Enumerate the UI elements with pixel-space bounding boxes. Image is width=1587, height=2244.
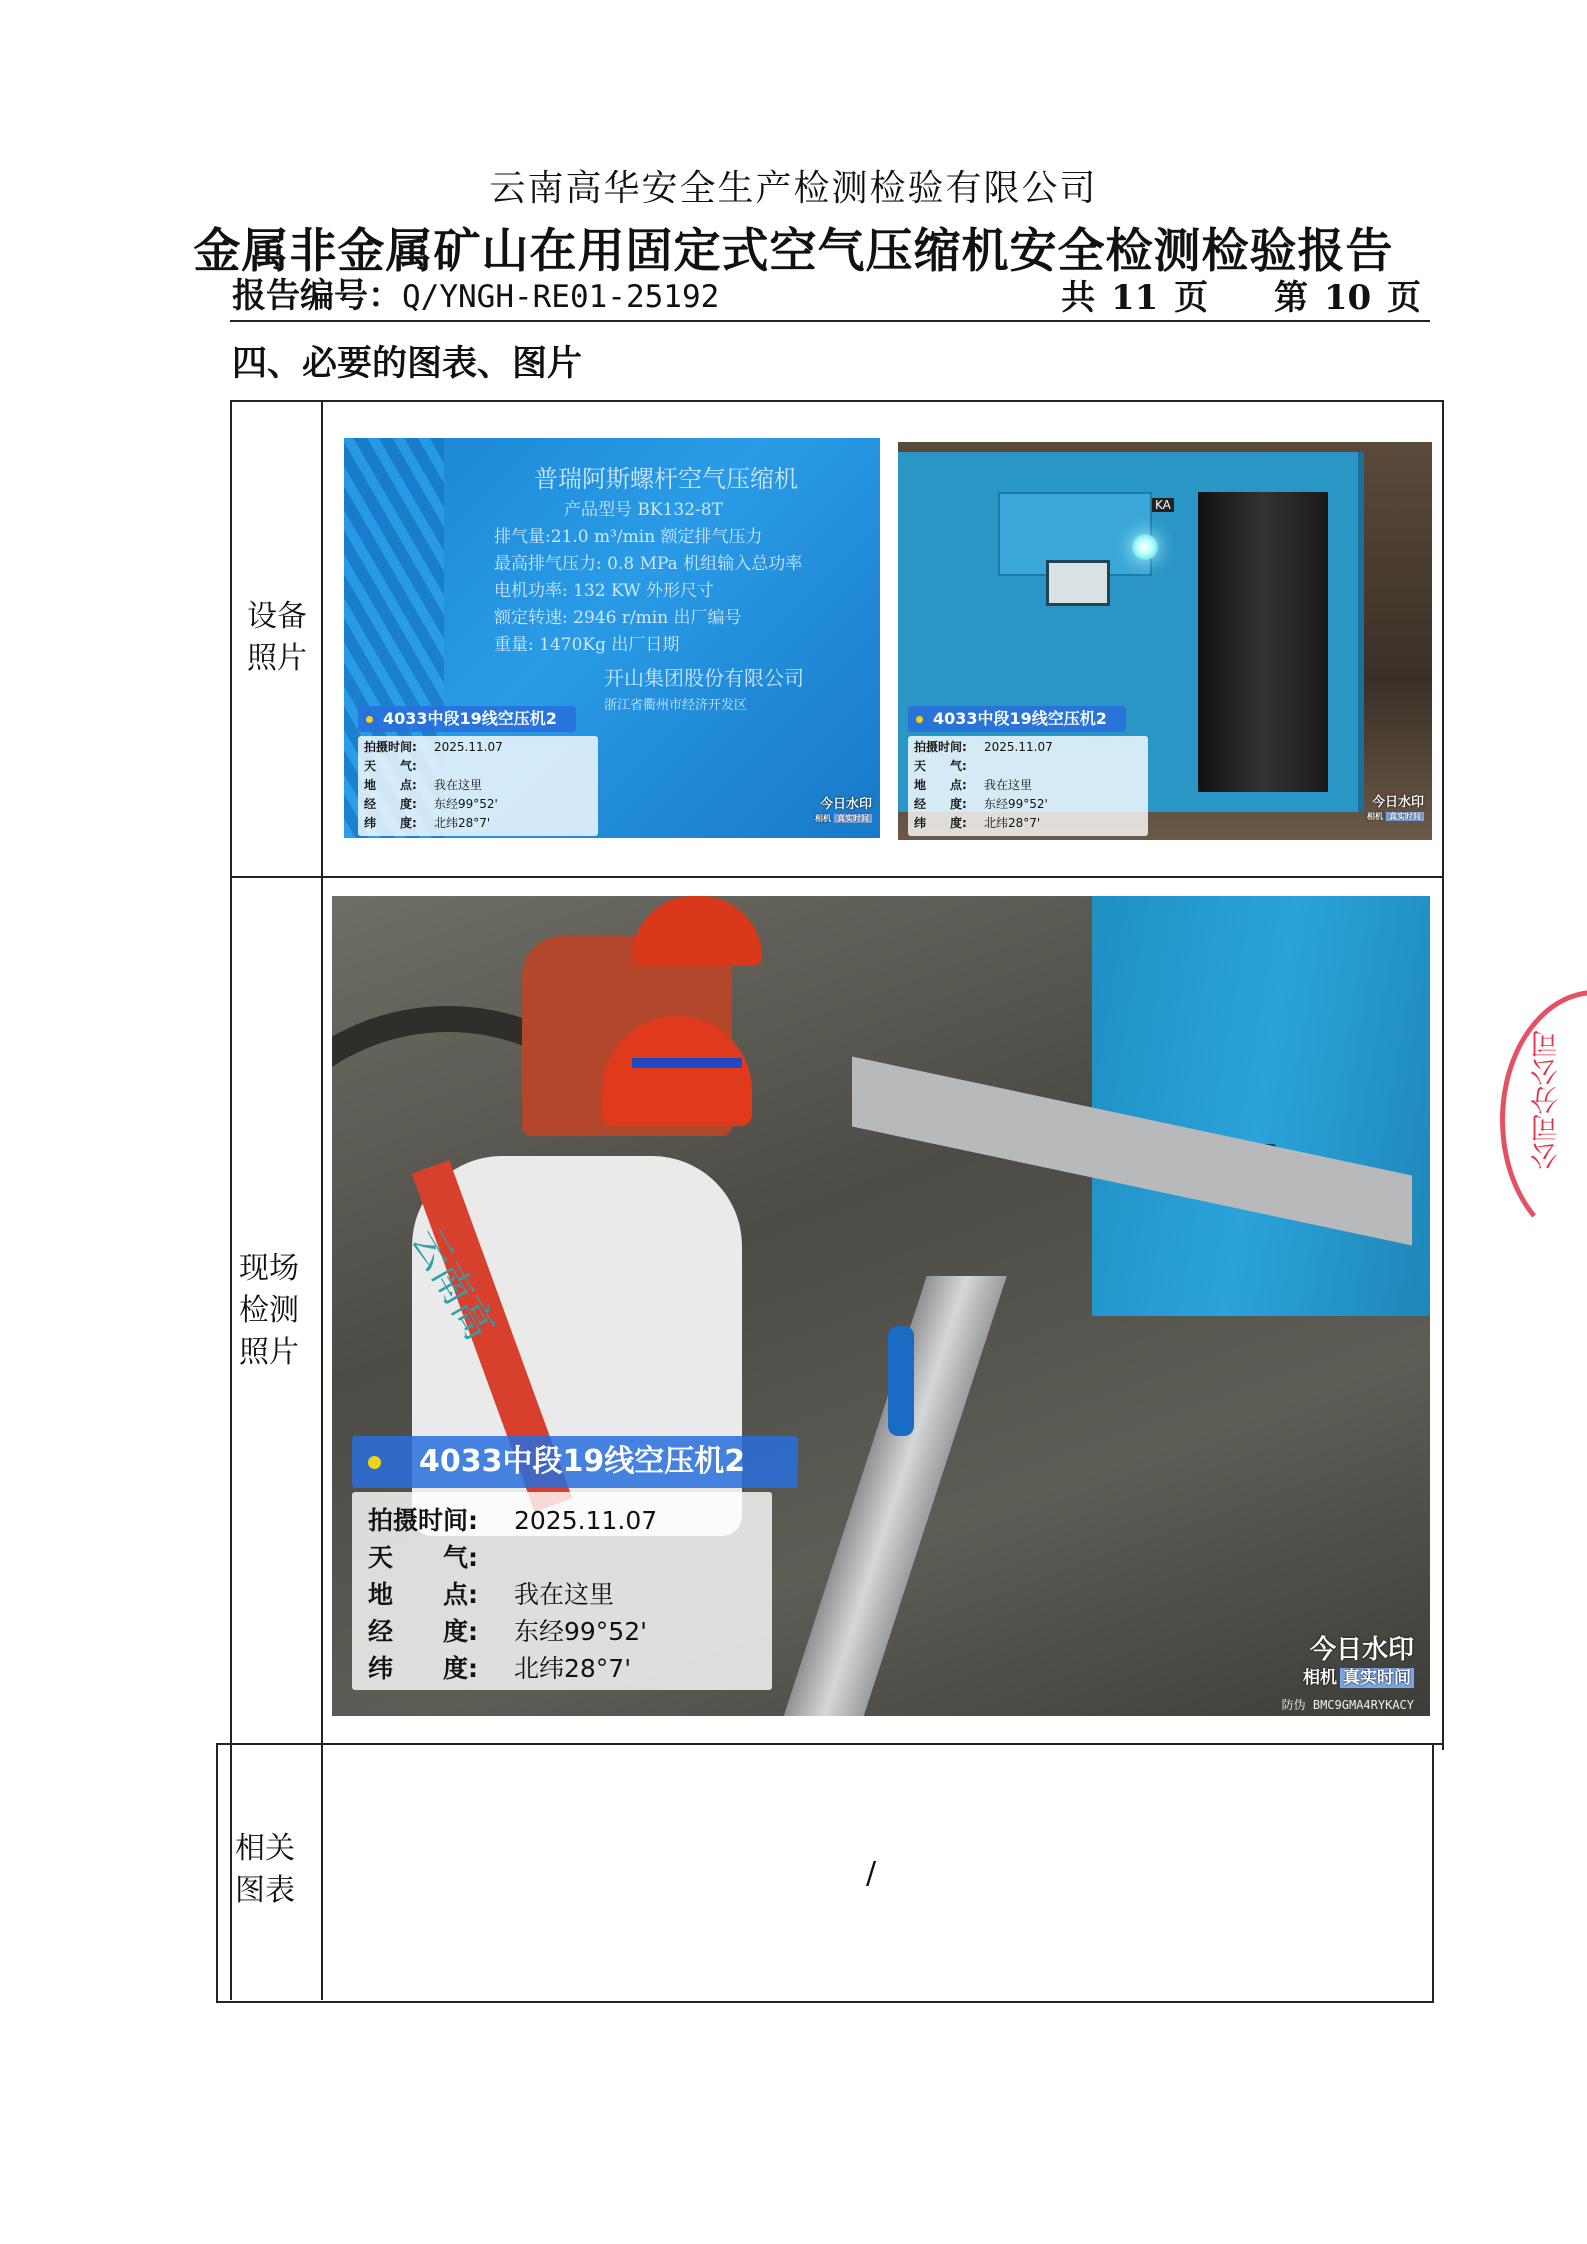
watermark-title bbox=[352, 1436, 798, 1488]
watermark-row bbox=[364, 776, 592, 795]
lat-value: 北纬28°7' bbox=[984, 816, 1041, 830]
equipment-photo-label: 设备 照片 bbox=[247, 599, 307, 676]
lng-value: 东经99°52' bbox=[434, 797, 498, 811]
watermark-row bbox=[914, 814, 1142, 833]
location-dot-icon bbox=[916, 716, 923, 723]
place-label: 地 点: bbox=[364, 778, 417, 792]
watermark-brand bbox=[1303, 1636, 1414, 1692]
watermark-title-text: 4033中段19线空压机2 bbox=[419, 1444, 746, 1479]
indicator-light bbox=[1132, 534, 1158, 560]
seal-text: 公司分公司 bbox=[1529, 1030, 1562, 1170]
clamp-meter-icon bbox=[888, 1326, 914, 1436]
brand-name: 今日水印 bbox=[1371, 795, 1424, 810]
watermark-row bbox=[368, 1650, 756, 1687]
table-rowline bbox=[216, 1743, 218, 2003]
related-chart-label: 相关 图表 bbox=[235, 1831, 295, 1908]
watermark-row bbox=[914, 738, 1142, 757]
total-pages: 共 11 页 bbox=[1061, 278, 1209, 318]
lng-value: 东经99°52' bbox=[514, 1617, 647, 1646]
company-name: 云南高华安全生产检测检验有限公司 bbox=[489, 168, 1098, 209]
site-photo-label: 现场 检测 照片 bbox=[239, 1251, 299, 1370]
watermark-row bbox=[914, 757, 1142, 776]
brand-tag: 真实时间 bbox=[1386, 812, 1424, 821]
anti-fake-value: BMC9GMA4RYKACY bbox=[1312, 1698, 1414, 1712]
watermark-info bbox=[358, 736, 598, 836]
brand-sub: 相机 bbox=[815, 814, 831, 823]
control-display bbox=[1046, 560, 1110, 606]
watermark-row bbox=[368, 1502, 756, 1539]
table-rowline bbox=[218, 1743, 1444, 1745]
watermark-title-text: 4033中段19线空压机2 bbox=[933, 709, 1107, 728]
nameplate-line: 排气量:21.0 m³/min 额定排气压力 bbox=[494, 527, 763, 547]
time-value: 2025.11.07 bbox=[984, 740, 1053, 754]
watermark-row bbox=[914, 776, 1142, 795]
cabinet-badge: KA bbox=[1152, 498, 1174, 512]
header-divider bbox=[230, 320, 1430, 322]
brand-name: 今日水印 bbox=[819, 797, 872, 812]
brand-tag: 真实时间 bbox=[1340, 1668, 1414, 1688]
lat-value: 北纬28°7' bbox=[514, 1654, 632, 1683]
equipment-nameplate-photo bbox=[344, 438, 880, 838]
anti-fake-code bbox=[1282, 1696, 1414, 1713]
time-value: 2025.11.07 bbox=[434, 740, 503, 754]
table-divider bbox=[321, 400, 323, 2000]
watermark-title-text: 4033中段19线空压机2 bbox=[383, 709, 557, 728]
place-value: 我在这里 bbox=[514, 1580, 615, 1609]
watermark-row bbox=[364, 814, 592, 833]
helmet-icon bbox=[632, 896, 762, 966]
related-chart-value: / bbox=[866, 1856, 877, 1891]
table-rowline bbox=[216, 2001, 1434, 2003]
lat-label: 纬 度: bbox=[368, 1654, 478, 1683]
page-counter bbox=[1051, 270, 1421, 319]
compressor-cabinet bbox=[1092, 896, 1430, 1316]
watermark-row bbox=[914, 795, 1142, 814]
nameplate-panel bbox=[454, 438, 874, 738]
watermark-row bbox=[368, 1576, 756, 1613]
vest-text: 云南高 bbox=[402, 1220, 503, 1348]
time-label: 拍摄时间: bbox=[368, 1506, 478, 1535]
nameplate-line: 最高排气压力: 0.8 MPa 机组输入总功率 bbox=[494, 554, 803, 574]
watermark-row bbox=[368, 1539, 756, 1576]
watermark-row bbox=[364, 757, 592, 776]
nameplate-line: 浙江省衢州市经济开发区 bbox=[604, 698, 748, 713]
place-value: 我在这里 bbox=[434, 778, 483, 792]
time-value: 2025.11.07 bbox=[514, 1506, 658, 1535]
place-value: 我在这里 bbox=[984, 778, 1033, 792]
table-rowline bbox=[1442, 400, 1444, 1750]
weather-label: 天 气: bbox=[364, 759, 417, 773]
anti-fake-label: 防伪 bbox=[1281, 1698, 1306, 1712]
weather-label: 天 气: bbox=[368, 1543, 478, 1572]
lng-label: 经 度: bbox=[368, 1617, 478, 1646]
watermark-row bbox=[364, 738, 592, 757]
brand-sub: 相机 bbox=[1367, 812, 1383, 821]
nameplate-line: 产品型号 BK132-8T bbox=[564, 500, 723, 520]
location-dot-icon bbox=[368, 1456, 381, 1469]
place-label: 地 点: bbox=[914, 778, 967, 792]
nameplate-line: 重量: 1470Kg 出厂日期 bbox=[494, 635, 680, 655]
site-inspection-photo bbox=[332, 896, 1430, 1716]
table-rowline bbox=[230, 400, 232, 2000]
time-label: 拍摄时间: bbox=[914, 740, 967, 754]
watermark-brand bbox=[1367, 796, 1424, 824]
watermark-info bbox=[352, 1492, 772, 1690]
cabinet-door-open bbox=[1198, 492, 1328, 792]
lat-label: 纬 度: bbox=[914, 816, 967, 830]
nameplate-line: 额定转速: 2946 r/min 出厂编号 bbox=[494, 608, 742, 628]
report-number-value: Q/YNGH-RE01-25192 bbox=[402, 279, 720, 315]
nameplate-line: 开山集团股份有限公司 bbox=[604, 666, 804, 690]
location-dot-icon bbox=[366, 716, 373, 723]
section-title: 四、必要的图表、图片 bbox=[232, 343, 583, 384]
lat-value: 北纬28°7' bbox=[434, 816, 491, 830]
place-label: 地 点: bbox=[368, 1580, 478, 1609]
lng-label: 经 度: bbox=[914, 797, 967, 811]
watermark-title bbox=[358, 706, 576, 732]
watermark-info bbox=[908, 736, 1148, 836]
report-number-label: 报告编号： bbox=[232, 276, 402, 316]
table-rowline bbox=[1432, 1743, 1434, 2003]
brand-sub: 相机 bbox=[1303, 1668, 1337, 1688]
lat-label: 纬 度: bbox=[364, 816, 417, 830]
nameplate-line: 电机功率: 132 KW 外形尺寸 bbox=[494, 581, 714, 601]
lng-value: 东经99°52' bbox=[984, 797, 1048, 811]
nameplate-line: 普瑞阿斯螺杆空气压缩机 bbox=[534, 465, 798, 493]
helmet-stripe bbox=[632, 1058, 742, 1068]
time-label: 拍摄时间: bbox=[364, 740, 417, 754]
watermark-row bbox=[364, 795, 592, 814]
current-page: 第 10 页 bbox=[1274, 278, 1421, 318]
table-rowline bbox=[230, 876, 1444, 878]
watermark-brand bbox=[815, 798, 872, 826]
brand-name: 今日水印 bbox=[1309, 1635, 1414, 1665]
report-number bbox=[232, 268, 719, 317]
watermark-title bbox=[908, 706, 1126, 732]
equipment-cabinet-photo bbox=[898, 442, 1432, 840]
lng-label: 经 度: bbox=[364, 797, 417, 811]
report-title: 金属非金属矿山在用固定式空气压缩机安全检测检验报告 bbox=[193, 224, 1394, 279]
brand-tag: 真实时间 bbox=[834, 814, 872, 823]
weather-label: 天 气: bbox=[914, 759, 967, 773]
watermark-row bbox=[368, 1613, 756, 1650]
